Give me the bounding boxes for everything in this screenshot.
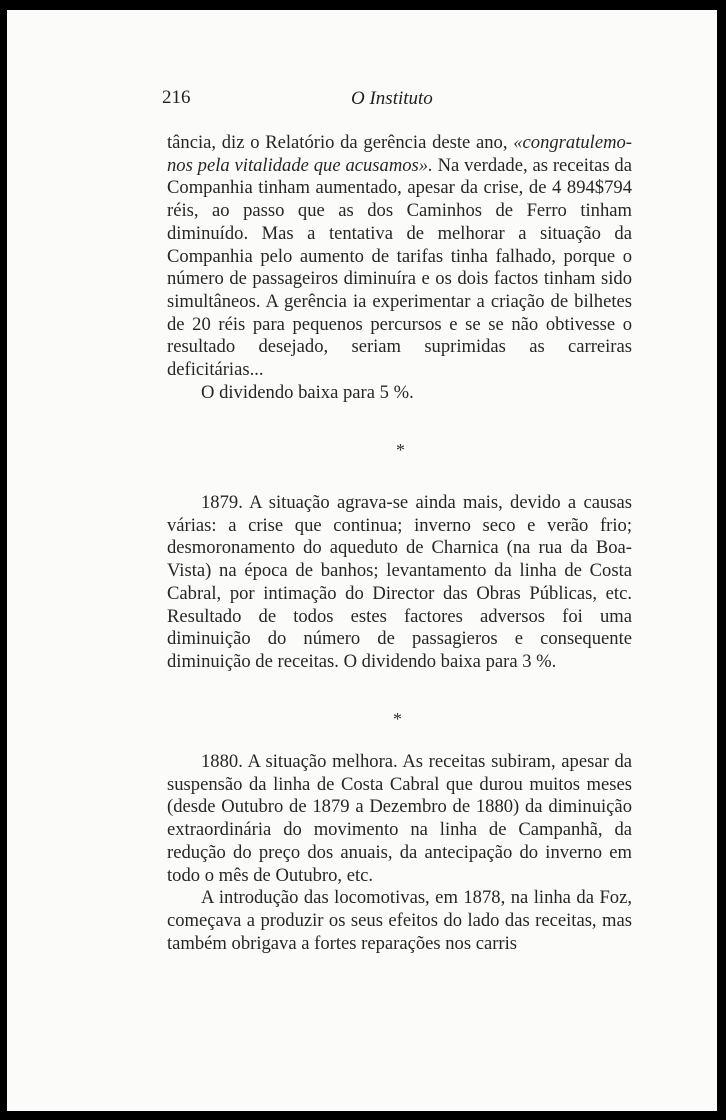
document-page (7, 10, 717, 1111)
paragraph-1879: 1879. A situação agrava-se ainda mais, devido a causas várias: a crise que continua; inverno seco e verão frio; desmoronamento do aqueduto de Charnica (na rua da Boa-Vista) na época de banhos; levantamento da linha de Costa Cabral, por intimação do Director das Obras Públicas, etc. Resultado de todos estes factores adversos foi uma diminuição do número de passagieros e consequente diminuição de receitas. O dividendo baixa para 3 %. (167, 492, 632, 672)
running-title: O Instituto (351, 88, 433, 109)
paragraph-locomotives: A introdução das locomotivas, em 1878, na linha da Foz, começava a produzir os seus efeitos do lado das receitas, mas também obrigava a fortes reparações nos carris (167, 887, 632, 954)
paragraph-text: tância, diz o Relatório da gerência deste ano, (167, 132, 514, 153)
text-block-1879 (167, 492, 632, 674)
page-header (162, 87, 634, 113)
text-block-1880 (167, 751, 632, 955)
quoted-phrase: «congratulemo-nos pela vitalidade que acusamos». (167, 132, 632, 176)
paragraph-continuation (167, 132, 632, 382)
paragraph-1880: 1880. A situação melhora. As receitas subiram, apesar da suspensão da linha de Costa Cabral que durou muitos meses (desde Outubro de 1879 a Dezembro de 1880) da diminuição extraordinária do movimento na linha de Campanhã, da redução do preço dos anuais, da antecipação do inverno em todo o mês de Outubro, etc. (167, 751, 632, 886)
section-separator-asterisk: * (393, 709, 402, 729)
paragraph-dividend-5: O dividendo baixa para 5 %. (201, 381, 414, 403)
page-number: 216 (162, 87, 191, 108)
paragraph-text: Na verdade, as receitas da Companhia tinham aumentado, apesar da crise, de 4 894$794 réis, ao passo que as dos Caminhos de Ferro tinham diminuído. Mas a tentativa de melhorar a situação da Companhia pelo aumento de tarifas tinha falhado, porque o número de passageiros diminuíra e os dois factos tinham sido simultâneos. A gerência ia experimentar a criação de bilhetes de 20 réis para pequenos percursos e se se não obtivesse o resultado desejado, seriam suprimidas as carreiras deficitárias... (167, 154, 632, 381)
section-separator-asterisk: * (396, 440, 405, 460)
text-block-1 (167, 132, 632, 404)
